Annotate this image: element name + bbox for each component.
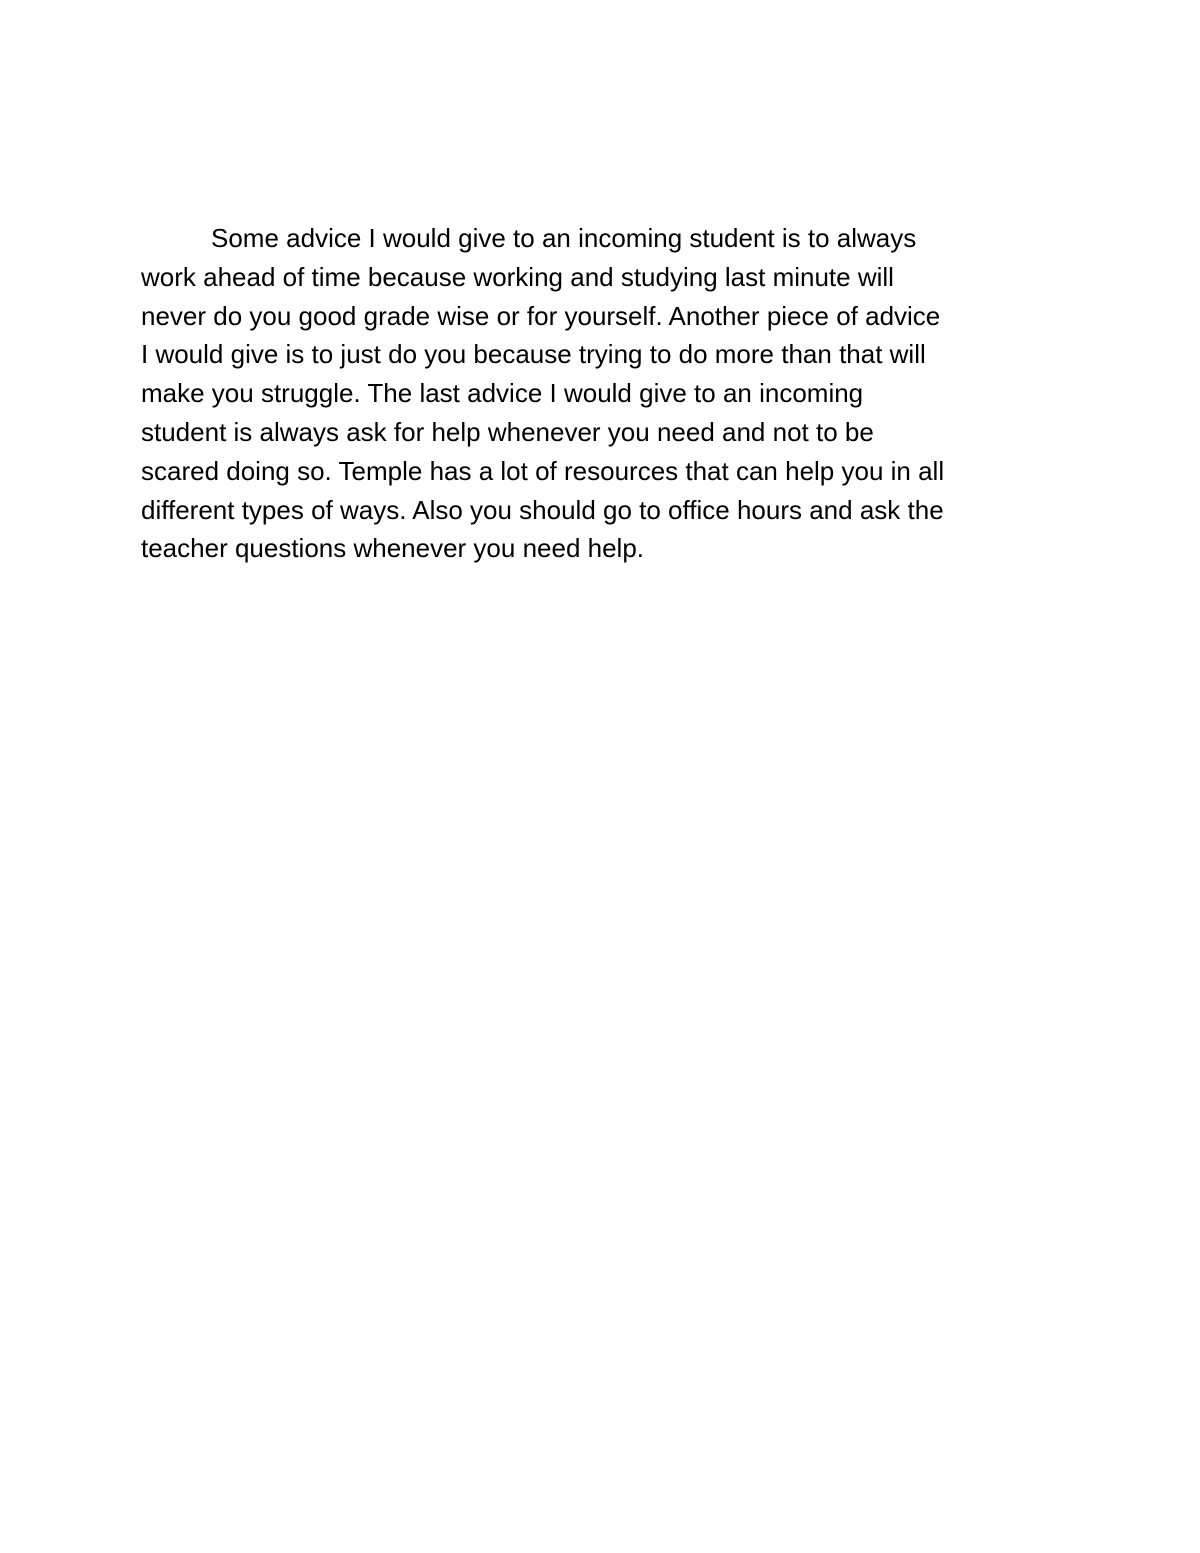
paragraph-line: student is always ask for help whenever you need and not to be [141,416,874,447]
paragraph-line: different types of ways. Also you should go to office hours and ask the [141,494,944,525]
paragraph-line: never do you good grade wise or for yourself. Another piece of advice [141,300,941,331]
paragraph-line: I would give is to just do you because trying to do more than that will [141,339,926,370]
paragraph-line: work ahead of time because working and studying last minute will [141,261,894,292]
paragraph-line: Some advice I would give to an incoming student is to always [211,223,917,253]
paragraph-line: teacher questions whenever you need help. [141,533,645,564]
body-paragraph [141,219,1061,568]
paragraph-line: scared doing so. Temple has a lot of resources that can help you in all [141,455,945,486]
paragraph-line: make you struggle. The last advice I would give to an incoming [141,378,864,409]
